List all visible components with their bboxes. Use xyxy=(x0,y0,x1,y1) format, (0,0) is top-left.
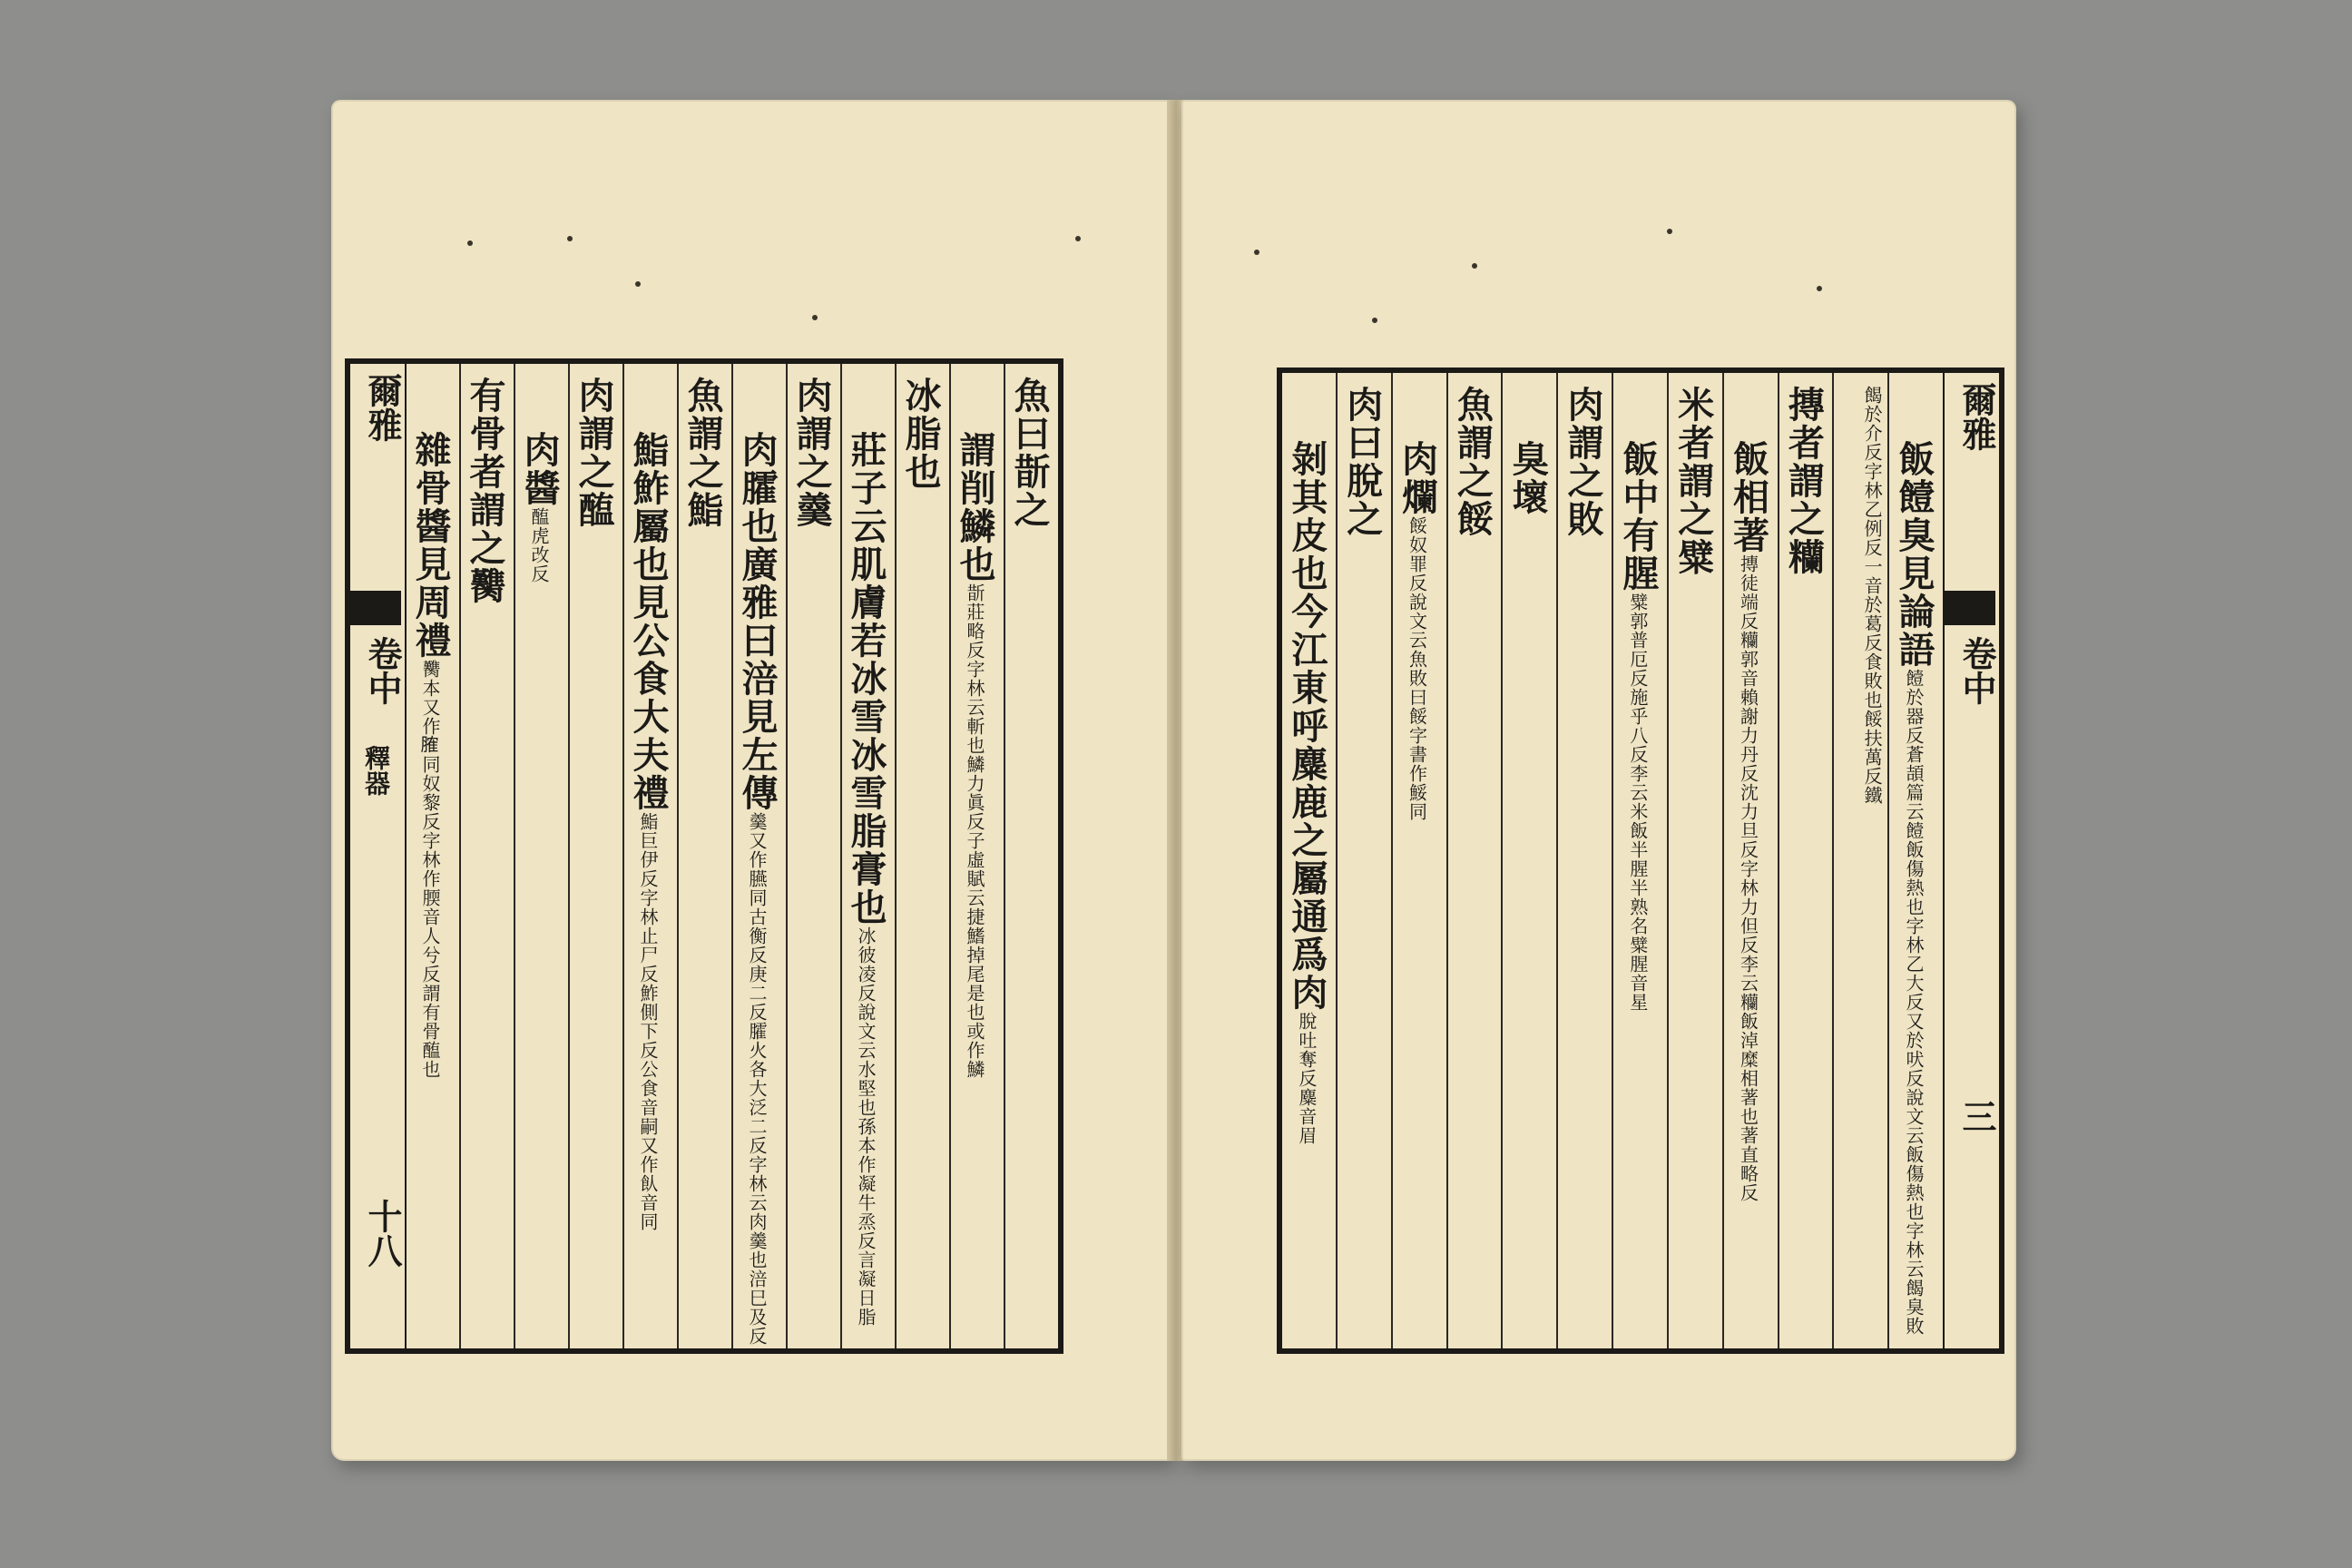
right-fold-mark xyxy=(1945,591,1995,625)
right-col-6 xyxy=(1612,373,1667,1348)
left-gloss-4: 鮨鮓屬也見公食大夫禮 xyxy=(627,431,670,812)
worm-hole xyxy=(1254,250,1259,255)
left-margin-section: 釋器 xyxy=(361,745,391,796)
left-gloss-5: 肉醬 xyxy=(518,431,561,507)
right-note-4: 糪郭普厄反施乎八反李云米飯半腥半熟名糪腥音星 xyxy=(1626,593,1649,1012)
right-heading-3: 肉謂之敗 xyxy=(1562,386,1605,538)
right-gloss-4: 臭壞 xyxy=(1506,440,1550,516)
right-margin-page: 三 xyxy=(1956,1099,1997,1133)
right-col-3 xyxy=(1778,373,1833,1348)
left-note-1: 斮莊略反字林云斬也鱗力眞反子虛賦云捷鰭掉尾是也或作鱗 xyxy=(964,583,985,1079)
right-gloss-6: 剝其皮也今江東呼麋鹿之屬通爲肉 xyxy=(1285,440,1328,1012)
left-heading-1: 魚曰斮之 xyxy=(1008,377,1051,529)
right-col-12 xyxy=(1282,373,1336,1348)
worm-hole xyxy=(1817,286,1822,291)
left-col-11 xyxy=(459,364,514,1348)
left-gloss-6: 雜骨醬見周禮 xyxy=(409,431,452,660)
right-note-5: 餒奴罪反說文云魚敗曰餒字書作鮾同 xyxy=(1406,516,1428,821)
right-heading-4: 魚謂之餒 xyxy=(1451,386,1494,538)
left-gloss-3: 肉臛也廣雅曰涪見左傳 xyxy=(736,431,779,812)
right-text-columns xyxy=(1282,373,1943,1348)
worm-hole xyxy=(812,315,818,320)
left-note-3: 羹又作臙同古衡反庚二反臛火各大泛二反字林云肉羹也涪巳及反 xyxy=(746,812,768,1346)
right-margin-juan: 卷中 xyxy=(1956,636,1997,705)
left-note-4: 鮨巨伊反字林止尸反鮓側下反公食音嗣又作飤音同 xyxy=(637,812,659,1231)
right-col-5 xyxy=(1667,373,1722,1348)
right-heading-2: 米者謂之糪 xyxy=(1671,386,1715,576)
right-heading-1: 摶者謂之糷 xyxy=(1782,386,1826,576)
right-note-3: 摶徒端反糷郭音賴謝力丹反沈力旦反字林力但反李云糷飯淖糜相著也著直略反 xyxy=(1737,554,1759,1202)
left-col-8 xyxy=(622,364,677,1348)
left-col-1 xyxy=(1004,364,1058,1348)
right-col-11 xyxy=(1336,373,1391,1348)
left-heading-3: 肉謂之羹 xyxy=(790,377,833,529)
right-note-2: 餲於介反字林乙例反一音於葛反食敗也餒扶萬反鐵 xyxy=(1861,386,1884,805)
left-note-5: 醢虎改反 xyxy=(528,507,550,583)
right-page-frame xyxy=(1277,368,2004,1354)
right-heading-5: 肉曰脫之 xyxy=(1340,386,1384,538)
worm-hole xyxy=(1472,263,1477,269)
worm-hole xyxy=(467,240,473,246)
left-heading-4: 魚謂之鮨 xyxy=(681,377,724,529)
left-text-columns xyxy=(407,364,1058,1348)
left-heading-2: 冰脂也 xyxy=(899,377,942,491)
worm-hole xyxy=(1667,229,1672,234)
right-page xyxy=(1181,100,2016,1461)
left-col-10 xyxy=(514,364,568,1348)
left-margin-page: 十八 xyxy=(362,1199,403,1268)
worm-hole xyxy=(1372,318,1377,323)
left-margin-tab xyxy=(348,364,407,1348)
left-margin-juan: 卷中 xyxy=(362,636,403,705)
left-note-6: 臡本又作𦞦同奴黎反字林作腝音人兮反謂有骨醢也 xyxy=(419,660,441,1079)
left-gloss-1: 謂削鱗也 xyxy=(954,431,996,583)
right-gloss-2: 飯相著 xyxy=(1727,440,1770,554)
left-note-2: 冰彼凌反說文云水堅也孫本作凝牛烝反言凝日脂 xyxy=(855,926,877,1327)
worm-hole xyxy=(1075,236,1081,241)
left-col-2 xyxy=(949,364,1004,1348)
left-margin-title: 爾雅 xyxy=(362,373,403,442)
left-col-4 xyxy=(840,364,895,1348)
right-col-8 xyxy=(1501,373,1556,1348)
left-fold-mark xyxy=(350,591,401,625)
right-col-10 xyxy=(1391,373,1446,1348)
left-col-9 xyxy=(568,364,622,1348)
left-col-12 xyxy=(407,364,459,1348)
right-col-2 xyxy=(1832,373,1887,1348)
left-heading-6: 有骨者謂之臡 xyxy=(464,377,506,605)
left-col-3 xyxy=(895,364,949,1348)
right-note-1: 饐於器反蒼頡篇云饐飯傷熱也字林乙大反又於吠反說文云飯傷熱也字林云餲臭敗 xyxy=(1903,669,1925,1336)
right-margin-tab xyxy=(1943,373,2001,1348)
left-col-6 xyxy=(731,364,786,1348)
right-note-6: 脫吐奪反麋音眉 xyxy=(1295,1012,1318,1145)
left-page xyxy=(331,100,1171,1461)
left-gloss-2: 莊子云肌膚若冰雪冰雪脂膏也 xyxy=(845,431,887,926)
left-col-7 xyxy=(677,364,731,1348)
right-margin-title: 爾雅 xyxy=(1956,382,1997,451)
left-col-5 xyxy=(786,364,840,1348)
right-gloss-5: 肉爛 xyxy=(1396,440,1439,516)
left-page-frame xyxy=(345,358,1063,1354)
right-col-4 xyxy=(1722,373,1778,1348)
worm-hole xyxy=(635,281,641,287)
left-heading-5: 肉謂之醢 xyxy=(573,377,615,529)
right-gloss-3: 飯中有腥 xyxy=(1616,440,1660,593)
right-gloss-1: 飯饐臭見論語 xyxy=(1893,440,1936,669)
right-col-1 xyxy=(1887,373,1943,1348)
right-col-7 xyxy=(1556,373,1612,1348)
right-col-9 xyxy=(1446,373,1502,1348)
worm-hole xyxy=(567,236,573,241)
